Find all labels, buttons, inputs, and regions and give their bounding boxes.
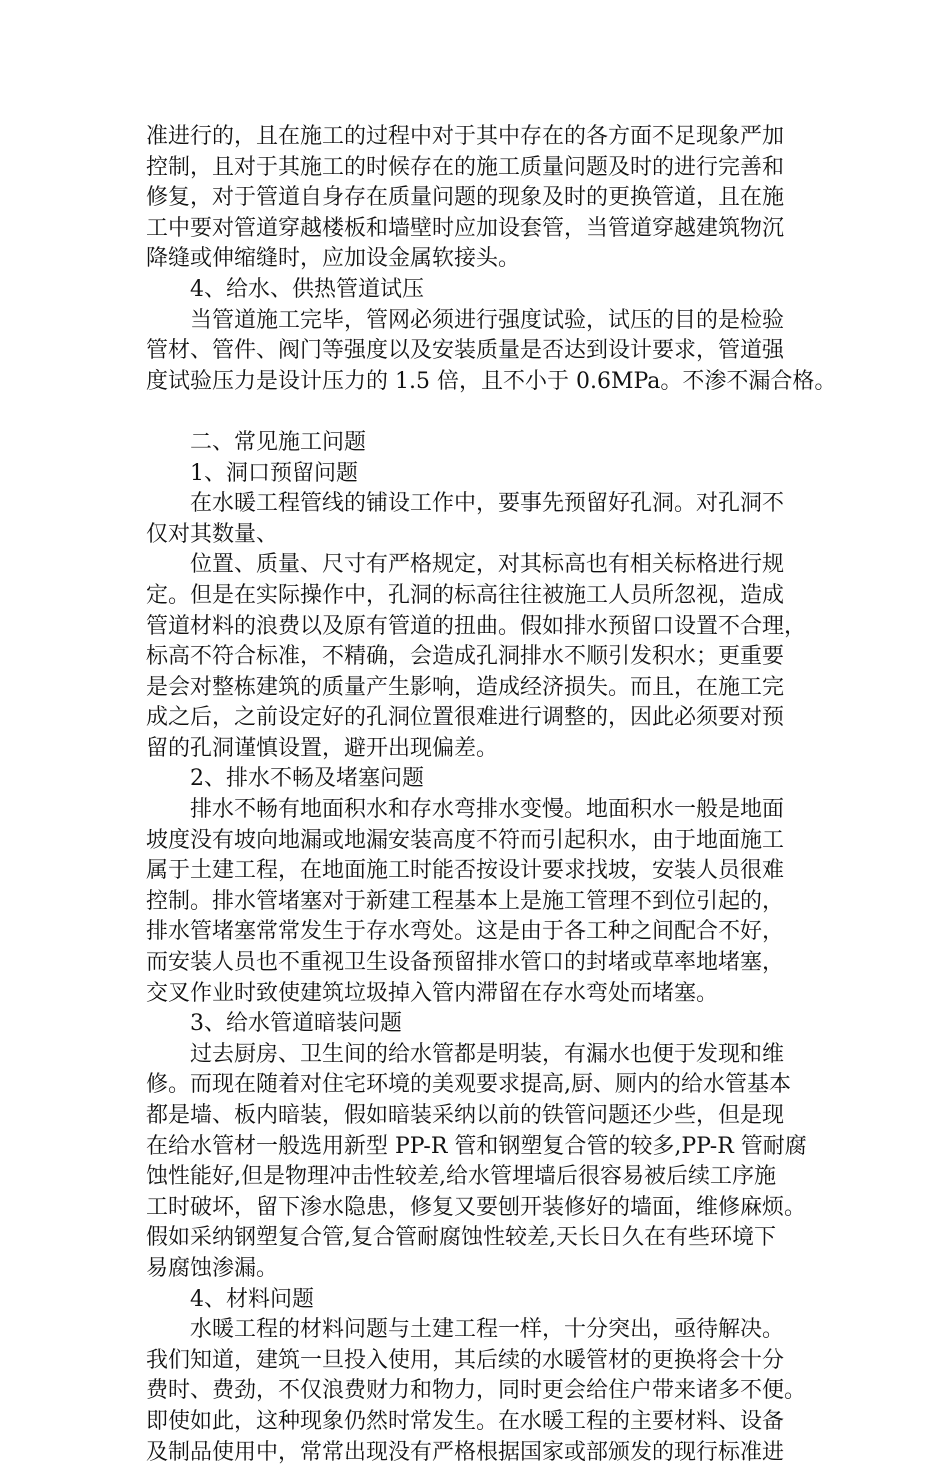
text-line: 我们知道，建筑一旦投入使用，其后续的水暖管材的更换将会十分 — [146, 1347, 785, 1373]
text-line: 交叉作业时致使建筑垃圾掉入管内滞留在存水弯处而堵塞。 — [146, 980, 719, 1006]
text-line: 位置、质量、尺寸有严格规定，对其标高也有相关标格进行规 — [190, 552, 785, 578]
text-line: 都是墙、板内暗装，假如暗装采纳以前的铁管问题还少些，但是现 — [146, 1103, 785, 1128]
text-line: 控制。排水管堵塞对于新建工程基本上是施工管理不到位引起的， — [146, 888, 785, 914]
text-line: 在给水管材一般选用新型 PP-R 管和钢塑复合管的较多,PP-R 管耐腐 — [146, 1133, 807, 1159]
text-line: 排水管堵塞常常发生于存水弯处。这是由于各工种之间配合不好， — [146, 919, 785, 945]
text-line: 排水不畅有地面积水和存水弯排水变慢。地面积水一般是地面 — [190, 797, 785, 823]
text-line: 管道材料的浪费以及原有管道的扭曲。假如排水预留口设置不合理， — [146, 613, 807, 639]
text-line — [146, 397, 810, 428]
text-line: 费时、费劲，不仅浪费财力和物力，同时更会给住户带来诸多不便。 — [146, 1378, 807, 1404]
document-body — [146, 122, 837, 1468]
text-line: 修复，对于管道自身存在质量问题的现象及时的更换管道，且在施 — [146, 185, 785, 211]
text-line: 标高不符合标准，不精确，会造成孔洞排水不顺引发积水；更重要 — [146, 644, 785, 670]
text-line: 仅对其数量、 — [146, 521, 279, 547]
text-line: 1、洞口预留问题 — [190, 460, 358, 486]
text-line: 属于土建工程，在地面施工时能否按设计要求找坡，安装人员很难 — [146, 858, 785, 884]
text-line: 而安装人员也不重视卫生设备预留排水管口的封堵或草率地堵塞， — [146, 950, 785, 976]
text-line: 3、给水管道暗装问题 — [190, 1011, 402, 1037]
text-line: 当管道施工完毕，管网必须进行强度试验，试压的目的是检验 — [190, 307, 785, 333]
text-line: 坡度没有坡向地漏或地漏安装高度不符而引起积水，由于地面施工 — [146, 827, 785, 853]
text-line: 是会对整栋建筑的质量产生影响，造成经济损失。而且，在施工完 — [146, 674, 785, 700]
text-line: 定。但是在实际操作中，孔洞的标高往往被施工人员所忽视，造成 — [146, 582, 785, 608]
text-line: 4、给水、供热管道试压 — [190, 276, 424, 302]
text-line: 管材、管件、阀门等强度以及安装质量是否达到设计要求，管道强 — [146, 338, 785, 364]
text-line: 工中要对管道穿越楼板和墙壁时应加设套管，当管道穿越建筑物沉 — [146, 215, 785, 241]
text-line: 2、排水不畅及堵塞问题 — [190, 766, 424, 792]
text-line: 工时破坏，留下渗水隐患，修复又要刨开装修好的墙面，维修麻烦。 — [146, 1194, 807, 1220]
text-line: 留的孔洞谨慎设置，避开出现偏差。 — [146, 735, 499, 761]
text-line: 降缝或伸缩缝时，应加设金属软接头。 — [146, 246, 521, 272]
text-line: 准进行的，且在施工的过程中对于其中存在的各方面不足现象严加 — [146, 124, 785, 149]
text-line: 蚀性能好,但是物理冲击性较差,给水管埋墙后很容易被后续工序施 — [146, 1164, 776, 1190]
text-line: 成之后，之前设定好的孔洞位置很难进行调整的，因此必须要对预 — [146, 705, 785, 731]
text-line: 4、材料问题 — [190, 1286, 314, 1312]
text-line: 在水暖工程管线的铺设工作中，要事先预留好孔洞。对孔洞不 — [190, 491, 785, 517]
text-line: 水暖工程的材料问题与土建工程一样，十分突出，亟待解决。 — [190, 1317, 785, 1343]
text-line: 假如采纳钢塑复合管,复合管耐腐蚀性较差,天长日久在有些环境下 — [146, 1225, 776, 1251]
text-line: 及制品使用中，常常出现没有严格根据国家或部颁发的现行标准进 — [146, 1439, 785, 1465]
text-line: 二、常见施工问题 — [190, 429, 367, 455]
text-line: 易腐蚀渗漏。 — [146, 1255, 279, 1281]
text-line: 控制，且对于其施工的时候存在的施工质量问题及时的进行完善和 — [146, 154, 785, 180]
text-line: 修。而现在随着对住宅环境的美观要求提高,厨、厕内的给水管基本 — [146, 1072, 791, 1098]
text-line: 即使如此，这种现象仍然时常发生。在水暖工程的主要材料、设备 — [146, 1408, 785, 1434]
text-line: 过去厨房、卫生间的给水管都是明装，有漏水也便于发现和维 — [190, 1041, 785, 1067]
text-line: 度试验压力是设计压力的 1.5 倍，且不小于 0.6MPa。不渗不漏合格。 — [146, 368, 837, 394]
